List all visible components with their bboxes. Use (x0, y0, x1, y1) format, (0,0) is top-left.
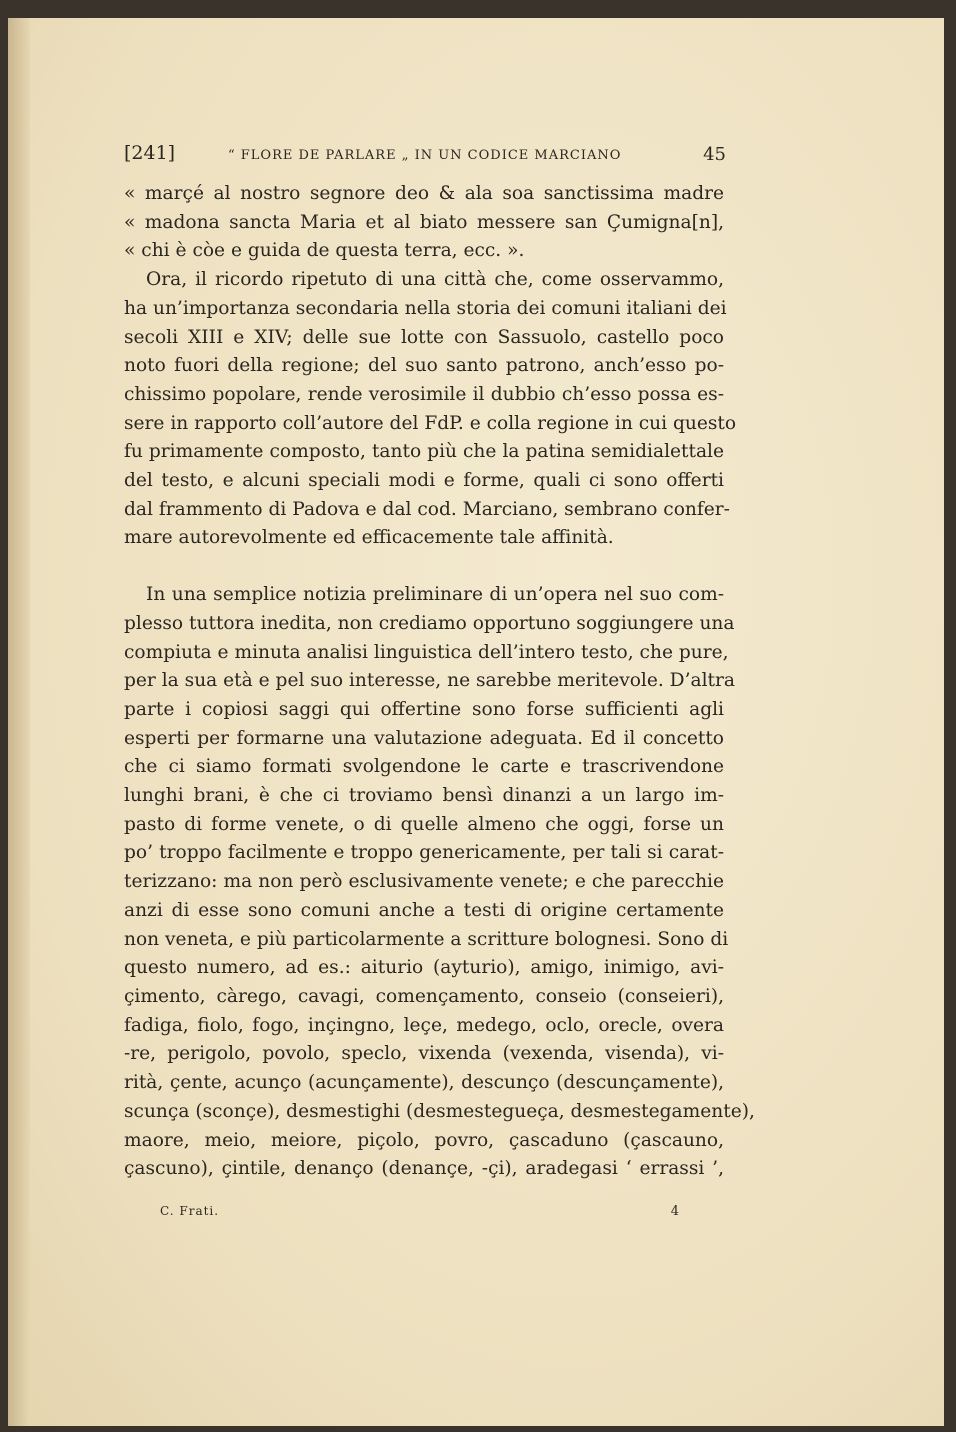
text-line: « marçé al nostro segnore deo & ala soa sanctissima madre (124, 183, 724, 204)
text-line: compiuta e minuta analisi linguistica dell’intero testo, che pure, (124, 641, 729, 663)
text-line: In una semplice notizia preliminare di un’opera nel suo com- (146, 584, 724, 606)
text-line: po’ troppo facilmente e troppo genericamente, per tali si carat- (124, 842, 724, 864)
text-line: « chi è còe e guida de questa terra, ecc. ». (124, 240, 525, 262)
author-signature: C. Frati. (160, 1204, 220, 1218)
text-line: non veneta, e più particolarmente a scritture bolognesi. Sono di (124, 928, 729, 950)
text-line: anzi di esse sono comuni anche a testi di origine certamente (124, 899, 724, 921)
paragraph-analysis (124, 581, 755, 1184)
page-gutter (8, 18, 30, 1426)
text-line: esperti per formarne una valutazione adeguata. Ed il concetto (124, 727, 724, 749)
text-line: terizzano: ma non però esclusivamente venete; e che parecchie (124, 871, 724, 893)
text-line: che ci siamo formati svolgendone le carte e trascrivendone (124, 756, 724, 778)
running-header (116, 142, 726, 172)
text-line: secoli XIII e XIV; delle sue lotte con Sassuolo, castello poco (124, 326, 724, 348)
text-line: questo numero, ad es.: aiturio (ayturio), amigo, inimigo, avi- (124, 957, 724, 979)
page-footer (160, 1204, 680, 1224)
text-line: del testo, e alcuni speciali modi e forme, quali ci sono offerti (124, 470, 724, 492)
text-line: parte i copiosi saggi qui offertine sono forse sufficienti agli (124, 698, 724, 720)
sheet-number: 4 (670, 1204, 680, 1219)
section-gap (124, 553, 724, 581)
text-line: sere in rapporto coll’autore del FdP. e colla regione in cui questo (124, 412, 737, 434)
paragraph-ora (124, 266, 737, 553)
text-line: lunghi brani, è che ci troviamo bensì dinanzi a un largo im- (124, 785, 724, 807)
text-line: fadiga, fiolo, fogo, inçingno, leçe, medego, oclo, orecle, overa (124, 1014, 724, 1036)
text-line: scunça (sconçe), desmestighi (desmestegueça, desmestegamente), (124, 1100, 755, 1122)
text-line: « madona sancta Maria et al biato messere san Çumigna[n], (124, 211, 724, 233)
text-line: çimento, càrego, cavagi, començamento, conseio (conseieri), (124, 985, 724, 1007)
text-line: -re, perigolo, povolo, speclo, vixenda (vexenda, visenda), vi- (124, 1043, 724, 1065)
paragraph-quote (124, 180, 724, 266)
text-line: fu primamente composto, tanto più che la patina semidialettale (124, 441, 724, 463)
text-line: mare autorevolmente ed efficacemente tale affinità. (124, 527, 614, 549)
page-body (124, 180, 755, 1184)
text-line: ha un’importanza secondaria nella storia dei comuni italiani dei (124, 297, 727, 319)
text-line: Ora, il ricordo ripetuto di una città che, come osservammo, (146, 269, 724, 291)
text-line: per la sua età e pel suo interesse, ne sarebbe meritevole. D’altra (124, 670, 735, 692)
text-line: maore, meio, meiore, piçolo, povro, çascaduno (çascauno, (124, 1129, 724, 1151)
running-title: “ FLORE DE PARLARE „ IN UN CODICE MARCIANO (228, 148, 622, 163)
text-line: noto fuori della regione; del suo santo patrono, anch’esso po- (124, 355, 724, 377)
text-line: plesso tuttora inedita, non crediamo opportuno soggiungere una (124, 612, 735, 634)
page-reference: [241] (124, 142, 176, 164)
page-number: 45 (703, 144, 726, 165)
text-line: pasto di forme venete, o di quelle almeno che oggi, forse un (124, 813, 724, 835)
text-line: rità, çente, acunço (acunçamente), descunço (descunçamente), (124, 1072, 724, 1094)
text-line: chissimo popolare, rende verosimile il dubbio ch’esso possa es- (124, 383, 724, 405)
text-line: çascuno), çintile, denanço (denançe, -çi), aradegasi ‘ errassi ’, (124, 1158, 724, 1180)
text-line: dal frammento di Padova e dal cod. Marciano, sembrano confer- (124, 498, 730, 520)
